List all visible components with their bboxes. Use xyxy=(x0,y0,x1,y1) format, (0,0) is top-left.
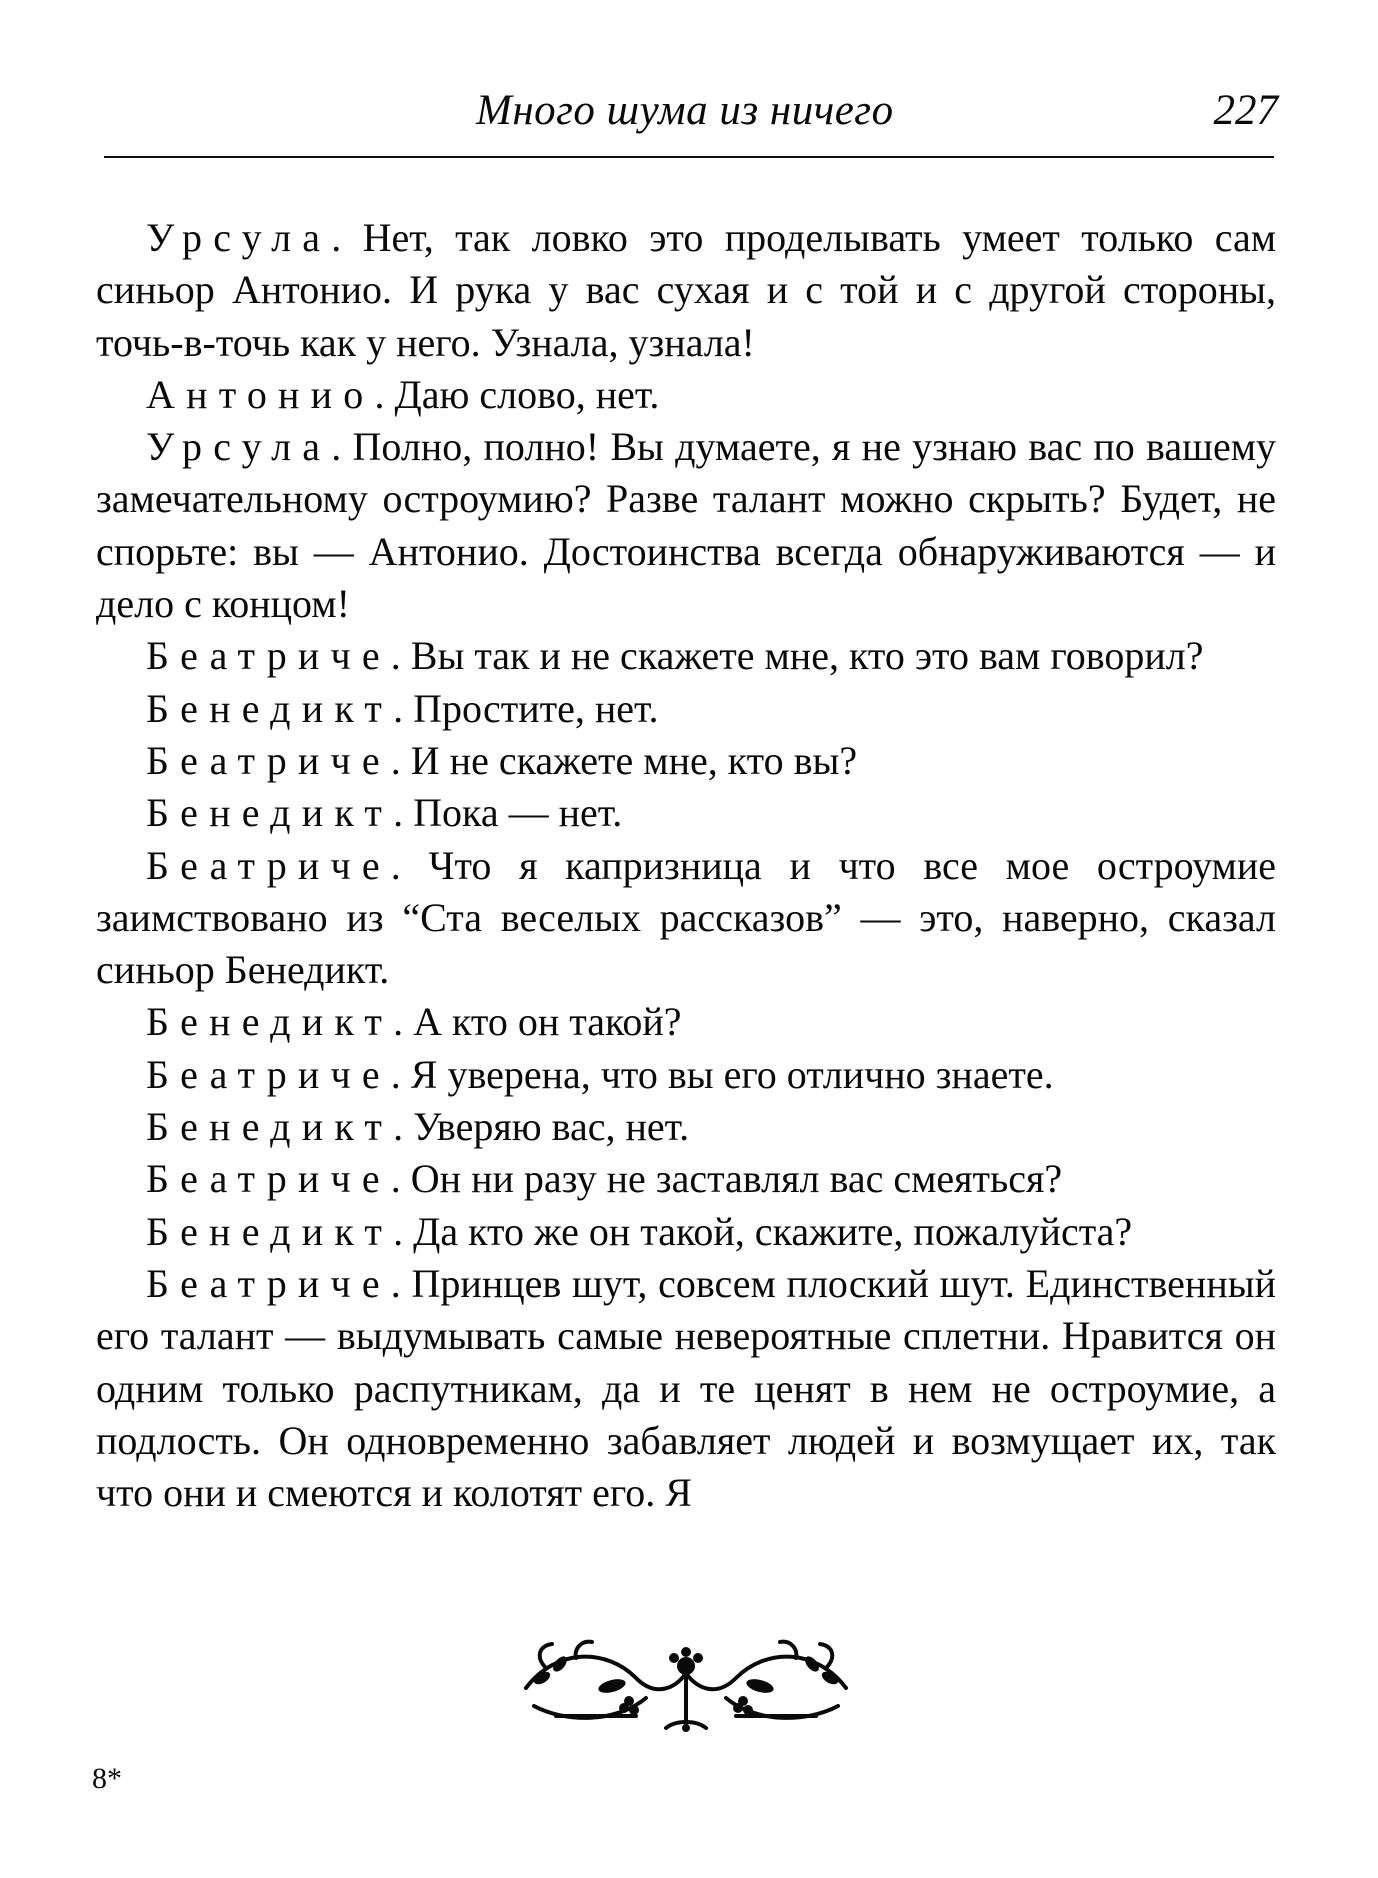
speech: Бенедикт. Пока — нет. xyxy=(146,790,623,836)
speech-text: Что я капризница и что все мое остроумие заимствовано из “Ста веселых рассказов” — это, наверно, сказал синьор Бенедикт. xyxy=(96,842,1277,993)
speech: Антонио. Даю слово, нет. xyxy=(146,371,660,417)
speech-text: Принцев шут, совсем плоский шут. Единственный его талант — выдумывать самые невероятные сплетни. Нравится он одним только распутникам, да и те ценят в нем не остроумие, а подлость. Он одновременно забавляет людей и возмущает их, так что они и смеются и колотят его. Я xyxy=(96,1260,1277,1516)
speech-text: Он ни разу не заставлял вас смеяться? xyxy=(410,1156,1063,1202)
speech-text: Полно, полно! Вы думаете, я не узнаю вас по вашему замечательному остроумию? Разве талант можно скрыть? Будет, не спорьте: вы — Антонио. Достоинства всегда обнаруживаются — и дело с концом! xyxy=(96,424,1277,627)
speaker-name: Бенедикт xyxy=(146,790,394,836)
speech: Урсула. Нет, так ловко это проделывать умеет только сам синьор Антонио. И рука у вас сухая и с той и с другой стороны, точь-в-точь как у него. Узнала, узнала! xyxy=(96,215,1277,365)
speech: Бенедикт. Простите, нет. xyxy=(146,685,659,731)
speech-text: Да кто же он такой, скажите, пожалуйста? xyxy=(413,1208,1133,1254)
speaker-name: Урсула xyxy=(146,215,332,260)
speaker-name: Беатриче xyxy=(146,842,391,888)
speech-text: Пока — нет. xyxy=(413,790,623,836)
running-title: Много шума из ничего xyxy=(476,87,894,134)
speaker-name: Беатриче xyxy=(146,1051,391,1097)
speaker-name: Антонио xyxy=(146,371,375,417)
speech: Беатриче. Вы так и не скажете мне, кто это вам говорил? xyxy=(146,633,1204,679)
play-text xyxy=(96,212,1276,1519)
speech: Беатриче. Что я капризница и что все мое остроумие заимствовано из “Ста веселых рассказов” — это, наверно, сказал синьор Бенедикт. xyxy=(96,842,1277,993)
signature-mark: 8* xyxy=(92,1762,122,1795)
speech-text: Уверяю вас, нет. xyxy=(413,1104,690,1150)
speech-text: А кто он такой? xyxy=(413,999,682,1045)
speech: Беатриче. Принцев шут, совсем плоский шут. Единственный его талант — выдумывать самые невероятные сплетни. Нравится он одним только распутникам, да и те ценят в нем не остроумие, а подлость. Он одновременно забавляет людей и возмущает их, так что они и смеются и колотят его. Я xyxy=(96,1260,1277,1516)
speech: Бенедикт. А кто он такой? xyxy=(146,999,682,1045)
speaker-name: Бенедикт xyxy=(146,999,394,1045)
page-number: 227 xyxy=(1213,87,1278,134)
speech: Бенедикт. Да кто же он такой, скажите, пожалуйста? xyxy=(146,1208,1133,1254)
speech-text: Простите, нет. xyxy=(413,685,659,731)
floral-tailpiece-icon xyxy=(516,1628,856,1738)
speech: Урсула. Полно, полно! Вы думаете, я не узнаю вас по вашему замечательному остроумию? Разве талант можно скрыть? Будет, не спорьте: вы — Антонио. Достоинства всегда обнаруживаются — и дело с концом! xyxy=(96,424,1277,627)
running-head xyxy=(96,86,1278,146)
speech-text: Я уверена, что вы его отлично знаете. xyxy=(410,1051,1054,1097)
speaker-name: Урсула xyxy=(146,424,332,470)
speaker-name: Бенедикт xyxy=(146,685,394,731)
speaker-name: Бенедикт xyxy=(146,1104,394,1150)
speech-text: Нет, так ловко это проделывать умеет только сам синьор Антонио. И рука у вас сухая и с той и с другой стороны, точь-в-точь как у него. Узнала, узнала! xyxy=(96,215,1277,365)
speaker-name: Беатриче xyxy=(146,1156,391,1202)
speaker-name: Беатриче xyxy=(146,633,391,679)
speaker-name: Беатриче xyxy=(146,1260,391,1306)
speech: Бенедикт. Уверяю вас, нет. xyxy=(146,1104,690,1150)
speech-text: Вы так и не скажете мне, кто это вам говорил? xyxy=(410,633,1204,679)
speech: Беатриче. И не скажете мне, кто вы? xyxy=(146,737,858,783)
speaker-name: Беатриче xyxy=(146,737,391,783)
header-rule xyxy=(104,156,1274,158)
speaker-name: Бенедикт xyxy=(146,1208,394,1254)
speech: Беатриче. Я уверена, что вы его отлично знаете. xyxy=(146,1051,1054,1097)
speech-text: И не скажете мне, кто вы? xyxy=(410,737,858,783)
speech: Беатриче. Он ни разу не заставлял вас смеяться? xyxy=(146,1156,1063,1202)
speech-text: Даю слово, нет. xyxy=(394,371,660,417)
